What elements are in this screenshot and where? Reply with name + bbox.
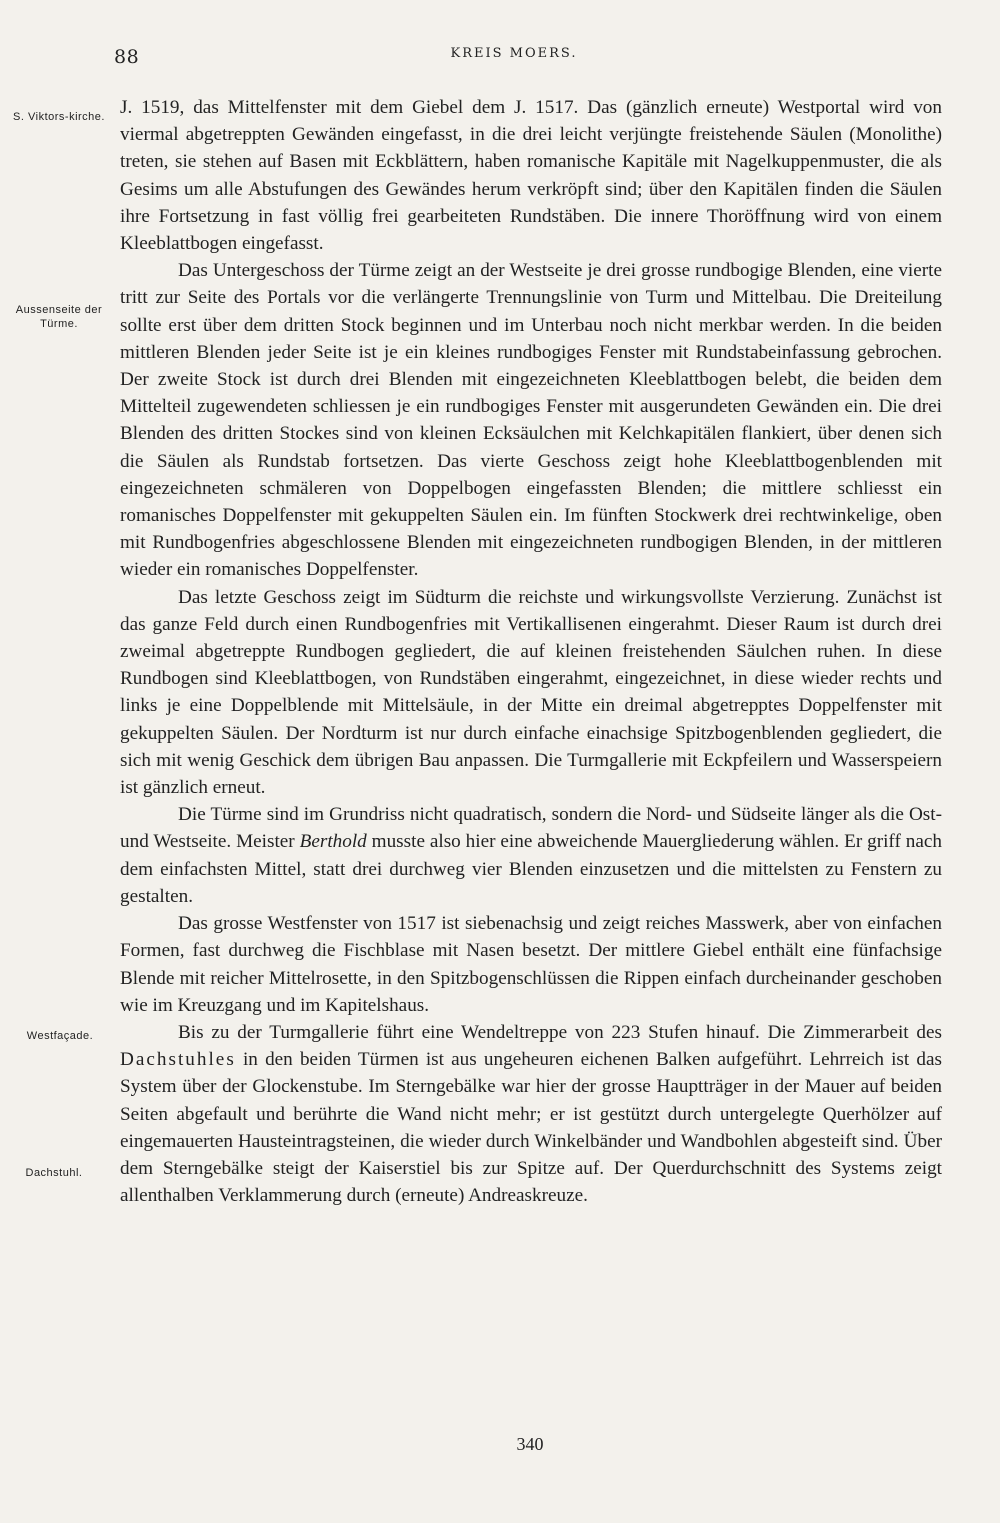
running-head: KREIS MOERS. (450, 46, 578, 61)
sheet-number: 340 (516, 1434, 544, 1454)
paragraph-westfenster: Das grosse Westfenster von 1517 ist siebenachsig und zeigt reiches Masswerk, aber von einfachen Formen, fast durchweg die Fischblase mit Nasen besetzt. Der mittlere Giebel enthält eine fünfachsige Blende mit reicher Mittelrosette, in den Spitzbogenschlüssen die Rippen einfach durcheinander geschoben wie im Kreuzgang und im Kapitelshaus. (120, 913, 942, 1016)
margin-note-westfacade: Westfaçade. (26, 1030, 94, 1042)
page-number: 88 (114, 46, 140, 68)
text-run: Die Türme sind im Grundriss nicht quadratisch, sondern die Nord- und Südseite länger als die Ost- und Westseite. Meister (120, 804, 942, 853)
name-berthold: Berthold (299, 831, 367, 853)
paragraph-westportal: J. 1519, das Mittelfenster mit dem Giebel dem J. 1517. Das (gänzlich erneute) Westportal wird von viermal abgetreppten Gewänden eingefasst, in die drei leicht verjüngte freistehende Säulen (Monolithe) treten, sie stehen auf Basen mit Eckblättern, haben romanische Kapitäle mit Nagelkuppenmuster, die als Gesims um alle Abstufungen des Gewändes herum verkröpft sind; über den Kapitälen finden die Säulen ihre Fortsetzung in fast völlig frei gearbeiteten Rundstäben. Die innere Thoröffnung wird von einem Kleeblattbogen eingefasst. (120, 97, 942, 255)
margin-note-aussenseite: Aussenseite der Türme. (15, 304, 103, 330)
main-text (120, 94, 942, 1209)
spaced-word-dachstuhles: Dachstuhles (120, 1049, 236, 1071)
margin-note-viktorskirche: S. Viktors-kirche. (13, 111, 105, 123)
text-run: Bis zu der Turmgallerie führt eine Wendeltreppe von 223 Stufen hinauf. Die Zimmerarbeit des (178, 1021, 942, 1043)
text-run: in den beiden Türmen ist aus ungeheuren eichenen Balken aufgeführt. Lehrreich ist das System über der Glockenstube. Im Sterngebälke war hier der grosse Hauptträger in der Mauer auf beiden Seiten abgefault und berührte die Wand nicht mehr; er ist gestützt durch untergelegte Querhölzer auf eingemauerten Hausteintragsteinen, die wieder durch Winkelbänder und Wandbohlen abgesteift sind. Über dem Sterngebälke steigt der Kaiserstiel bis zur Spitze auf. Der Querdurchschnitt des Systems zeigt allenthalben Verklammerung durch (erneute) Andreaskreuze. (120, 1049, 942, 1207)
paragraph-untergeschoss: Das Untergeschoss der Türme zeigt an der Westseite je drei grosse rundbogige Blenden, eine vierte tritt zur Seite des Portals vor die verlängerte Trennungslinie von Turm und Mittelbau. Die Dreiteilung sollte erst über dem dritten Stock beginnen und im Unterbau noch nicht merkbar werden. In die beiden mittleren Blenden jeder Seite ist je ein kleines rundbogiges Fenster mit Rundstabeinfassung gebrochen. Der zweite Stock ist durch drei Blenden mit eingezeichneten Kleeblattbogen belebt, die beiden dem Mittelteil zugewendeten schliessen je ein rundbogiges Fenster mit ausgerundeten Gewänden ein. Die drei Blenden des dritten Stockes sind von kleinen Ecksäulchen mit Kelchkapitälen flankiert, über denen sich die Säulen als Rundstab fortsetzen. Das vierte Geschoss zeigt hohe Kleeblattbogenblenden mit eingezeichneten schmäleren von Doppelbogen eingefassten Blenden; die mittlere schliesst ein romanisches Doppelfenster mit gekuppelten Säulen ein. Im fünften Stockwerk drei rechtwinkelige, oben mit Rundbogenfries abgeschlossene Blenden mit eingezeichneten rundbogigen Blenden, in der mittleren wieder ein romanisches Doppelfenster. (120, 260, 942, 581)
margin-note-dachstuhl: Dachstuhl. (25, 1167, 83, 1179)
paragraph-dachstuhl (120, 1019, 942, 1209)
paragraph-letztes-geschoss: Das letzte Geschoss zeigt im Südturm die reichste und wirkungsvollste Verzierung. Zunächst ist das ganze Feld durch einen Rundbogenfries mit Vertikallisenen eingerahmt. Dieser Raum ist durch drei zweimal abgetreppte Rundbogen gegliedert, die auf kleinen freistehenden Säulchen ruhen. In diese Rundbogen sind Kleeblattbogen, von Rundstäben eingerahmt, eingezeichnet, in diese wieder rechts und links je eine Doppelblende mit Mittelsäule, in der Mitte ein dreimal abgetrepptes Doppelfenster mit gekuppelten Säulen. Der Nordturm ist nur durch einfache einachsige Spitzbogenblenden gegliedert, die sich mit wenig Geschick dem übrigen Bau anpassen. Die Turmgallerie mit Eckpfeilern und Wasserspeiern ist gänzlich erneut. (120, 586, 942, 799)
paragraph-grundriss (120, 801, 942, 910)
text-run: musste also hier eine abweichende Mauergliederung wählen. Er griff nach dem einfachsten Mittel, statt drei durchweg vier Blenden einzusetzen und die mittelsten zu Fenstern zu gestalten. (120, 831, 942, 907)
